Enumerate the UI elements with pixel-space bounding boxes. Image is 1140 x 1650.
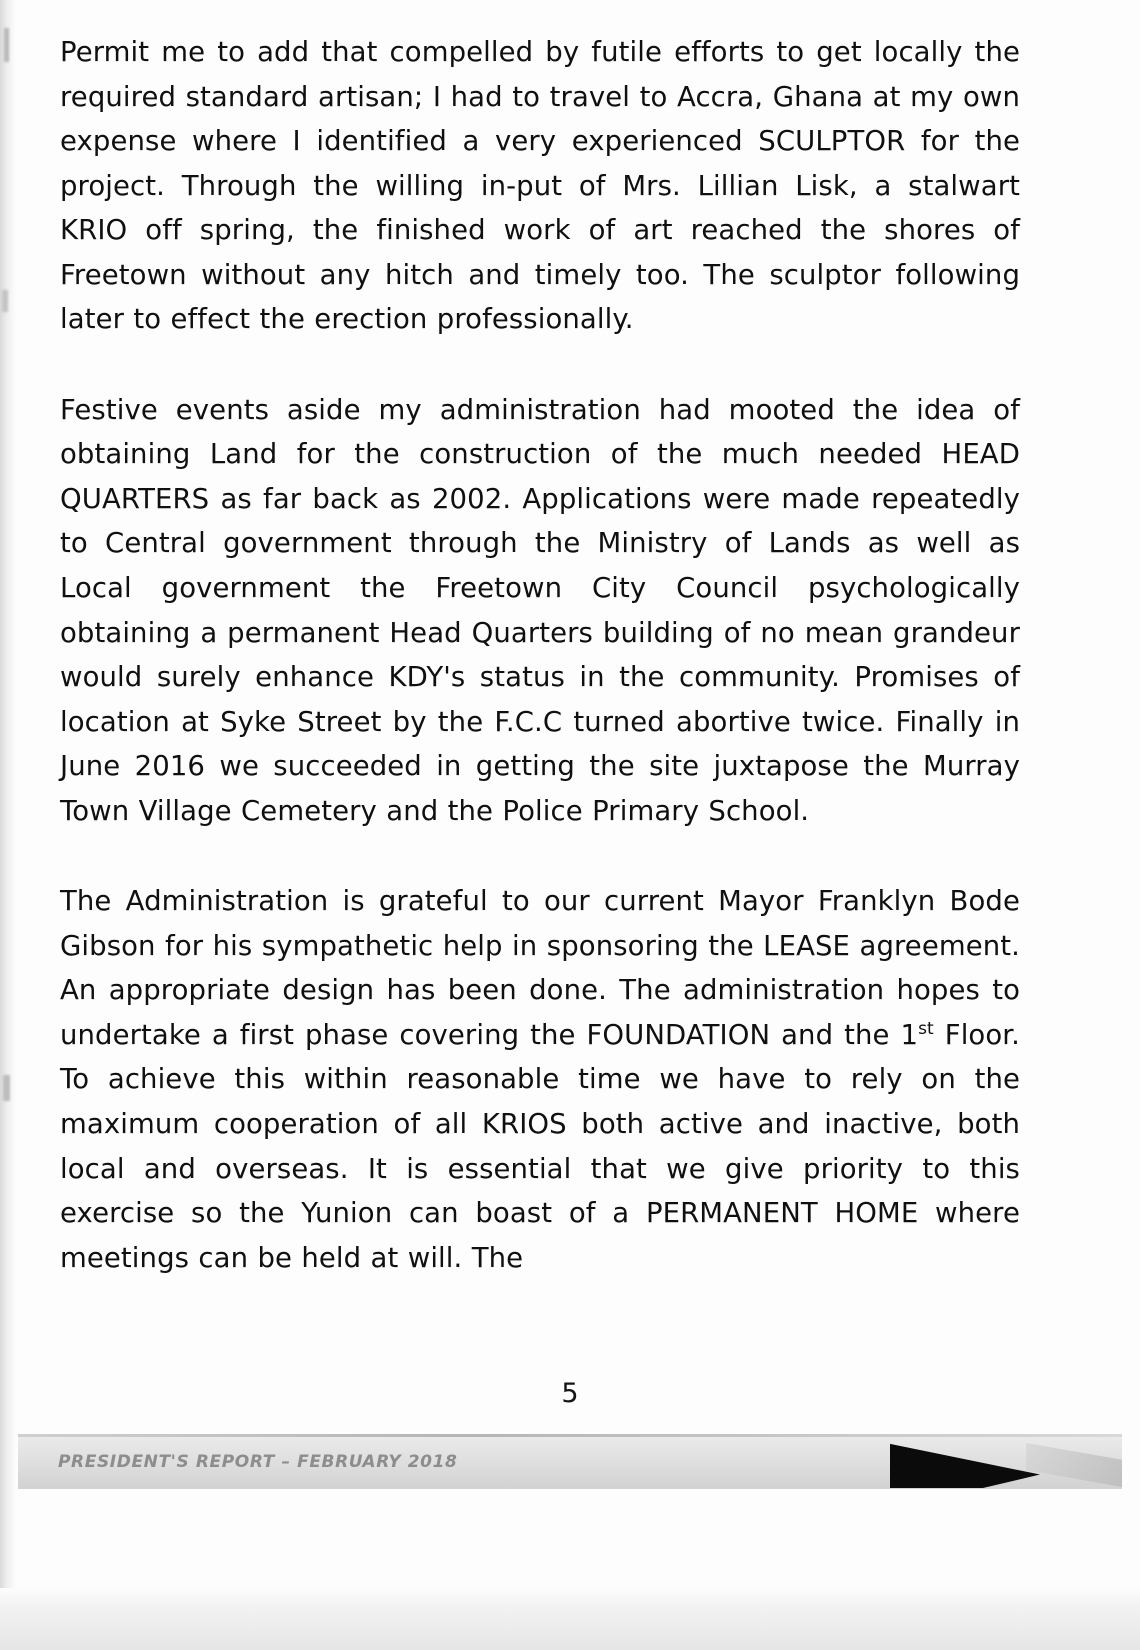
scan-speck-icon (4, 28, 9, 62)
scan-bottom-edge (0, 1588, 1140, 1650)
footer-caption: PRESIDENT'S REPORT – FEBRUARY 2018 (58, 1452, 458, 1472)
paragraph-3-part-2: Floor. To achieve this within reasonable time we have to rely on the maximum cooperation of all KRIOS both active and inactive, both local and overseas. It is essential that we give priority to this exercise so the Yunion can boast of a PERMANENT HOME where meetings can be held at will. The (60, 1018, 1021, 1274)
paragraph-2: Festive events aside my administration had mooted the idea of obtaining Land for the construction of the much needed HEAD QUARTERS as far back as 2002. Applications were made repeatedly to Central government through the Ministry of Lands as well as Local government the Freetown City Council psychologically obtaining a permanent Head Quarters building of no mean grandeur would surely enhance KDY's status in the community. Promises of location at Syke Street by the F.C.C turned abortive twice. Finally in June 2016 we succeeded in getting the site juxtapose the Murray Town Village Cemetery and the Police Primary School. (60, 393, 1020, 827)
scan-speck-icon (2, 290, 8, 312)
ordinal-suffix: st (918, 1018, 934, 1039)
paragraph-3 (60, 879, 1020, 1280)
page-body-text (60, 30, 1020, 1280)
page-number: 5 (561, 1378, 579, 1409)
paragraph-3-part-1: The Administration is grateful to our current Mayor Franklyn Bode Gibson for his sympathetic help in sponsoring the LEASE agreement. An appropriate design has been done. The administration hopes to undertake a first phase covering the FOUNDATION and the 1 (60, 885, 1020, 1051)
scan-speck-icon (3, 1075, 10, 1101)
paragraph-1: Permit me to add that compelled by futile efforts to get locally the required standard artisan; I had to travel to Accra, Ghana at my own expense where I identified a very experienced SCULPTOR for the project. Through the willing in-put of Mrs. Lillian Lisk, a stalwart KRIO off spring, the finished work of art reached the shores of Freetown without any hitch and timely too. The sculptor following later to effect the erection professionally. (60, 36, 1020, 336)
